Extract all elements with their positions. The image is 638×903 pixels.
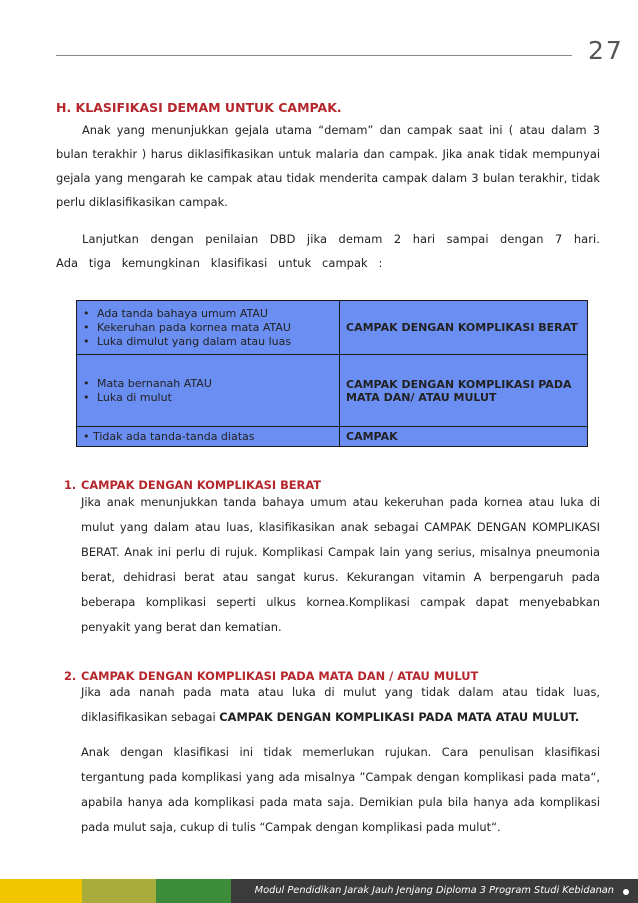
item-2-title: 2. CAMPAK DENGAN KOMPLIKASI PADA MATA DAN / ATAU MULUT — [64, 669, 479, 683]
signs-cell: • Tidak ada tanda-tanda diatas — [77, 427, 340, 447]
footer-segment — [82, 879, 156, 903]
table-row — [77, 355, 588, 427]
second-paragraph-text: Lanjutkan dengan penilaian DBD jika demam 2 hari sampai dengan 7 hari. Ada tiga kemungkinan klasifikasi untuk campak : — [56, 232, 600, 270]
footer-dot-icon — [623, 889, 629, 895]
section-title: H. KLASIFIKASI DEMAM UNTUK CAMPAK. — [56, 100, 342, 115]
sign-item: • Luka dimulut yang dalam atau luas — [83, 334, 292, 348]
table-row — [77, 301, 588, 355]
classification-cell: CAMPAK — [340, 427, 588, 447]
classification-cell: CAMPAK DENGAN KOMPLIKASI PADA MATA DAN/ ATAU MULUT — [340, 355, 588, 427]
classification-cell: CAMPAK DENGAN KOMPLIKASI BERAT — [340, 301, 588, 355]
item-1-title: 1. CAMPAK DENGAN KOMPLIKASI BERAT — [64, 478, 322, 492]
signs-cell — [77, 355, 340, 427]
footer-caption: Modul Pendidikan Jarak Jauh Jenjang Diploma 3 Program Studi Kebidanan — [254, 885, 614, 896]
header-rule — [56, 55, 572, 56]
item-2-body-b: Anak dengan klasifikasi ini tidak memerlukan rujukan. Cara penulisan klasifikasi tergantung pada komplikasi yang ada misalnya ”Campak dengan komplikasi pada mata“, apabila hanya ada komplikasi pada mata saja. Demikian pula bila hanya ada komplikasi pada mulut saja, cukup di tulis “Campak dengan komplikasi pada mulut“. — [81, 745, 600, 834]
second-paragraph — [56, 227, 600, 275]
page-number: 27 — [588, 36, 624, 65]
sign-item: • Kekeruhan pada kornea mata ATAU — [83, 320, 291, 334]
item-2-body-a: Jika ada nanah pada mata atau luka di mulut yang tidak dalam atau tidak luas, diklasifikasikan sebagai CAMPAK DENGAN KOMPLIKASI PADA MATA ATAU MULUT. — [81, 685, 600, 724]
intro-paragraph-text: Anak yang menunjukkan gejala utama “demam” dan campak saat ini ( atau dalam 3 bulan terakhir ) harus diklasifikasikan untuk malaria dan campak. Jika anak tidak mempunyai gejala yang mengarah ke campak atau tidak menderita campak dalam 3 bulan terakhir, tidak perlu diklasifikasikan campak. — [56, 123, 600, 209]
signs-cell — [77, 301, 340, 355]
sign-item: • Luka di mulut — [83, 390, 172, 404]
footer-segment — [156, 879, 231, 903]
item-1-body: Jika anak menunjukkan tanda bahaya umum atau kekeruhan pada kornea atau luka di mulut yang dalam atau luas, klasifikasikan anak sebagai CAMPAK DENGAN KOMPLIKASI BERAT. Anak ini perlu di rujuk. Komplikasi Campak lain yang serius, misalnya pneumonia berat, dehidrasi berat atau sangat kurus. Kekurangan vitamin A berpengaruh pada beberapa komplikasi seperti ulkus kornea.Komplikasi campak dapat menyebabkan penyakit yang berat dan kematian. — [81, 495, 600, 634]
item-2-bold-class: CAMPAK DENGAN KOMPLIKASI PADA MATA ATAU MULUT. — [219, 710, 580, 724]
sign-item: • Mata bernanah ATAU — [83, 376, 212, 390]
intro-paragraph — [56, 118, 600, 214]
classification-table — [76, 300, 588, 447]
table-row — [77, 427, 588, 447]
footer-segment — [0, 879, 82, 903]
sign-item: • Ada tanda bahaya umum ATAU — [83, 306, 268, 320]
